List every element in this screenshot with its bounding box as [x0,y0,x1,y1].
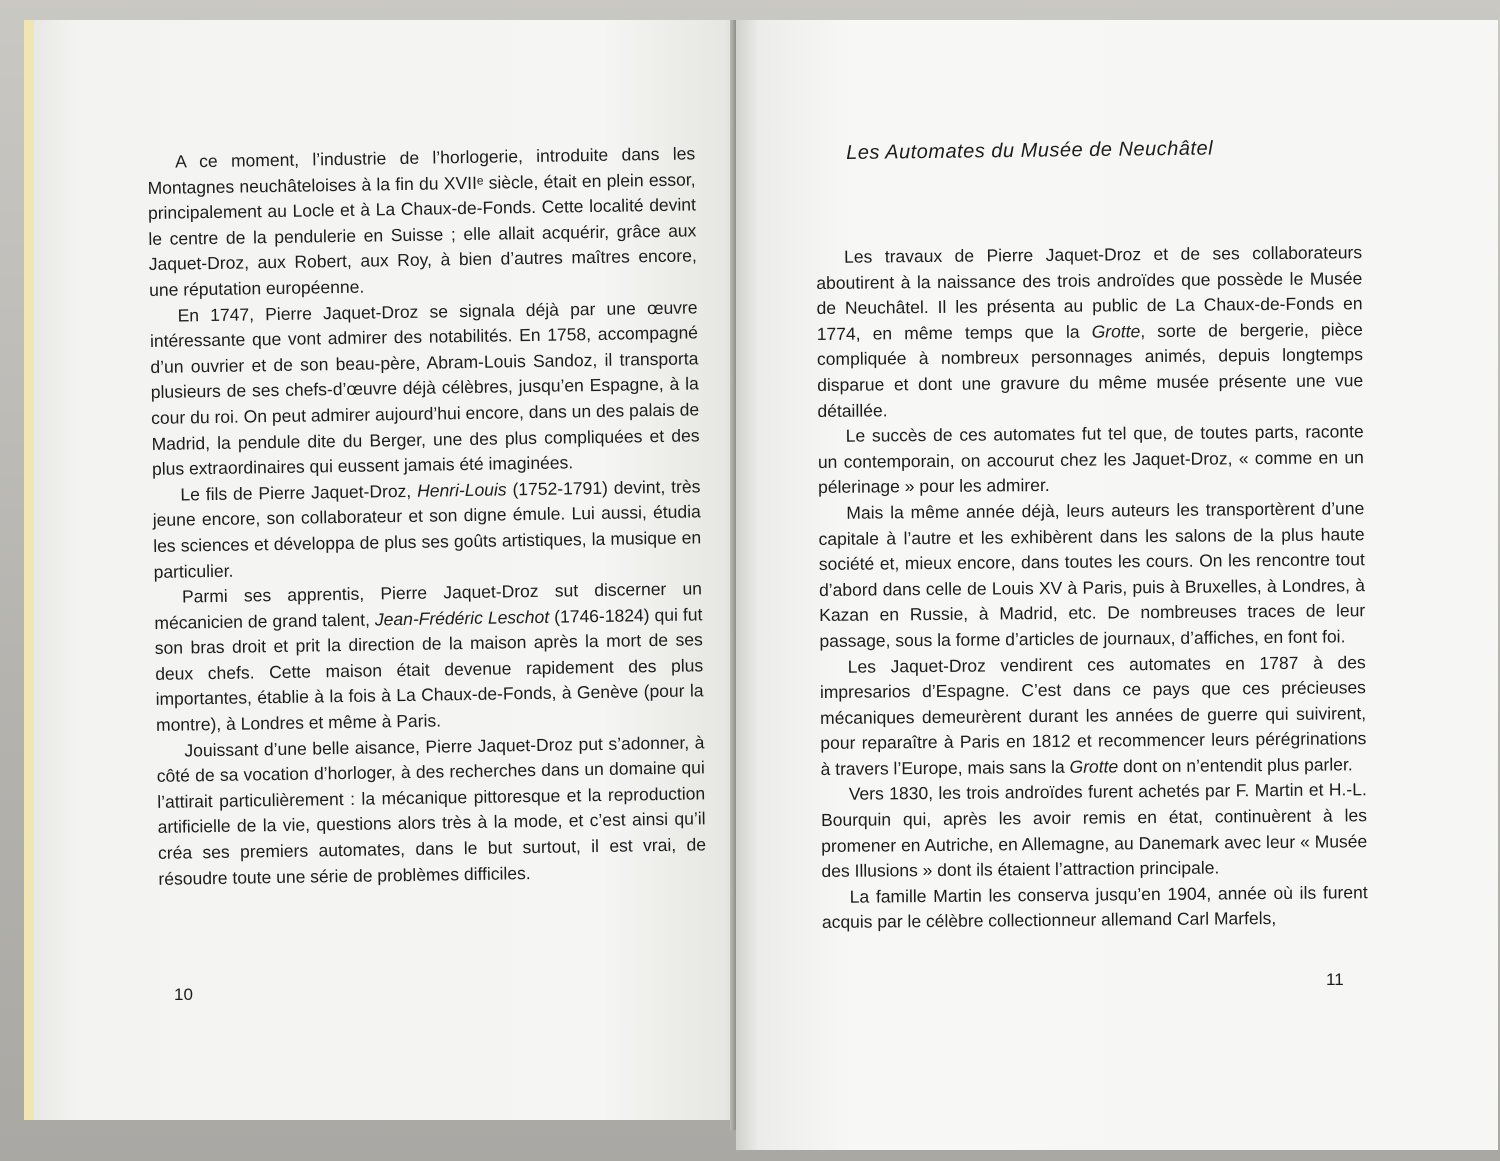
right-page [736,20,1498,1150]
open-booklet [14,20,1494,1150]
paragraph: A ce moment, l’industrie de l’horlogerie, introduite dans les Montagnes neuchâteloises à la fin du XVIIᵉ siècle, était en plein essor, principalement au Locle et à La Chaux-de-Fonds. Cette localité devint le centre de la pendulerie en Suisse ; elle allait acquérir, grâce aux Jaquet-Droz, aux Robert, aux Roy, à bien d’autres maîtres encore, une réputation européenne. [147,143,697,300]
page-number: 11 [1326,970,1344,989]
text-run: (1746-1824) qui fut son bras droit et prit la direction de la maison après la mort de ses deux chefs. Cette maison était devenue rapidement des plus importantes, établie à la fois à La Chaux-de-Fonds, à Genève (pour la montre), à Londres et même à Paris. [154,604,704,735]
paragraph [152,474,702,585]
paragraph [820,650,1367,783]
text-run: , sorte de bergerie, pièce compliquée à nombreux personnages animés, depuis longtemps disparue et dont une gravure du même musée présente une vue détaillée. [816,319,1364,421]
text-run: Les Jaquet-Droz vendirent ces automates en 1787 à des impresarios d’Espagne. C’est dans ce pays que ces précieuses mécaniques demeurèrent durant les années de guerre qui suivirent, pour reparaître à Paris en 1812 et recommencer leurs pérégrinations à travers l’Europe, mais sans la [819,651,1367,779]
text-run: Les travaux de Pierre Jaquet-Droz et de ses collaborateurs aboutirent à la naissance des trois androïdes que possède le Musée de Neuchâtel. Il les présenta au public de La Chaux-de-Fonds en 1774, en même temps que la [816,242,1363,344]
paragraph: Jouissant d’une belle aisance, Pierre Jaquet-Droz put s’adonner, à côté de sa vocation d’horloger, à des recherches dans un domaine qui l’attirait particulièrement : la mécanique pittoresque et la reproduction artificielle de la vie, questions alors très à la mode, et c’est ainsi qu’il créa ses premiers automates, dans le but surtout, il est vrai, de résoudre toute une série de problèmes difficiles. [156,731,707,889]
italic-name: Grotte [1069,756,1119,777]
paragraph: Mais la même année déjà, leurs auteurs les transportèrent d’une capitale à l’autre et les exhibèrent dans les salons de la plus haute société et, mieux encore, dans toutes les cours. On les rencontre tout d’abord dans celle de Louis XV à Paris, puis à Bruxelles, à Londres, à Kazan en Russie, à Madrid, etc. De nombreuses traces de leur passage, sous la forme d’articles de journaux, d’affiches, en font foi. [818,498,1366,651]
paragraph: En 1747, Pierre Jaquet-Droz se signala déjà par une œuvre intéressante que vont admirer des notabilités. En 1758, accompagné d’un ouvrier et de son beau-père, Abram-Louis Sandoz, il transporta plusieurs de ses chefs-d’œuvre déjà célèbres, jusqu’en Espagne, à la cour du roi. On peut admirer aujourd’hui encore, dans un des palais de Madrid, la pendule dite du Berger, une des plus compliquées et des plus extraordinaires qui eussent jamais été imaginées. [149,296,700,480]
left-page [24,20,746,1120]
italic-name: Jean-Frédéric Leschot [374,606,550,630]
chapter-title: Les Automates du Musée de Neuchâtel [846,137,1214,164]
italic-name: Henri-Louis [416,479,507,501]
paragraph: Vers 1830, les trois androïdes furent achetés par F. Martin et H.-L. Bourquin qui, après les avoir remis en état, continuèrent à les promener en Autriche, en Allemagne, au Danemark avec leur « Musée des Illusions » dont ils étaient l’attraction principale. [820,779,1368,882]
page-number: 10 [174,985,193,1004]
paragraph [154,576,704,738]
text-run: Parmi ses apprentis, Pierre Jaquet-Droz sut discerner un mécanicien de grand talent, [154,578,703,633]
paragraph: Le succès de ces automates fut tel que, de toutes parts, raconte un contemporain, on accourut chez les Jaquet-Droz, « comme en un pélerinage » pour les admirer. [817,421,1364,498]
text-run: dont on n’entendit plus parler. [1118,754,1353,777]
text-run: Le fils de Pierre Jaquet-Droz, [180,480,418,505]
left-page-text [147,141,707,892]
italic-name: Grotte [1091,320,1141,342]
paragraph: La famille Martin les conserva jusqu’en 1904, année où ils furent acquis par le célèbre collectionneur allemand Carl Marfels, [821,882,1368,933]
paragraph [816,240,1364,424]
right-page-text [816,240,1368,936]
text-run: (1752-1791) devint, très jeune encore, son collaborateur et son digne émule. Lui aussi, étudia les sciences et développa de plus ses goûts artistiques, la musique en particulier. [152,476,702,582]
